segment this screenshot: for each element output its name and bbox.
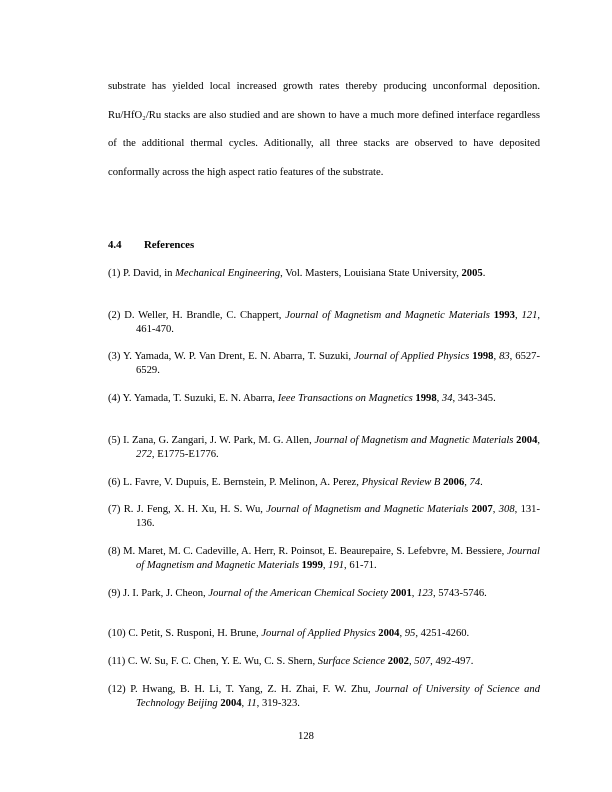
reference-number: (2) xyxy=(108,310,121,321)
reference-authors: R. J. Feng, X. H. Xu, H. S. Wu, xyxy=(123,504,267,515)
reference-journal: Ieee Transactions on Magnetics xyxy=(277,393,413,404)
reference-entry: (7) R. J. Feng, X. H. Xu, H. S. Wu, Journal of Magnetism and Magnetic Materials 2007, 308, 131-136. xyxy=(108,504,540,529)
reference-pages: , E1775-E1776. xyxy=(151,449,219,460)
reference-journal: Mechanical Engineering xyxy=(175,268,281,279)
reference-journal: Physical Review B xyxy=(361,477,441,488)
reference-separator: , Vol. Masters, Louisiana State University, xyxy=(280,268,462,279)
section-title: References xyxy=(144,239,195,251)
reference-year: 2004 xyxy=(516,435,538,446)
reference-pages: , 319-323. xyxy=(256,698,300,709)
reference-journal: Journal of University of Science and Technology Beijing xyxy=(136,684,540,709)
reference-volume: 34 xyxy=(441,393,453,404)
reference-journal: Journal of the American Chemical Society xyxy=(208,588,388,599)
reference-pages: , 61-71. xyxy=(344,560,377,571)
reference-entry: (11) C. W. Su, F. C. Chen, Y. E. Wu, C. S. Shern, Surface Science 2002, 507, 492-497. xyxy=(108,656,474,667)
reference-entry: (4) Y. Yamada, T. Suzuki, E. N. Abarra, Ieee Transactions on Magnetics 1998, 34, 343-345. xyxy=(108,393,496,404)
reference-authors: Y. Yamada, T. Suzuki, E. N. Abarra, xyxy=(122,393,278,404)
reference-journal: Journal of Magnetism and Magnetic Materials xyxy=(266,504,469,515)
reference-volume: 83 xyxy=(499,351,510,362)
reference-entry: (2) D. Weller, H. Brandle, C. Chappert, Journal of Magnetism and Magnetic Materials 1993, 121, 461-470. xyxy=(108,310,541,335)
reference-year: 1998 xyxy=(472,351,494,362)
reference-year: 2004 xyxy=(378,628,400,639)
reference-year: 2002 xyxy=(387,656,409,667)
reference-number: (10) xyxy=(108,628,126,639)
reference-number: (4) xyxy=(108,393,121,404)
reference-authors: J. I. Park, J. Cheon, xyxy=(123,588,209,599)
reference-number: (1) xyxy=(108,268,121,279)
reference-authors: C. W. Su, F. C. Chen, Y. E. Wu, C. S. Shern, xyxy=(127,656,318,667)
reference-entry: (9) J. I. Park, J. Cheon, Journal of the American Chemical Society 2001, 123, 5743-5746. xyxy=(108,588,487,599)
reference-number: (7) xyxy=(108,504,121,515)
page-number: 128 xyxy=(298,731,314,742)
section-heading xyxy=(108,239,194,251)
reference-authors: D. Weller, H. Brandle, C. Chappert, xyxy=(124,310,286,321)
reference-pages: , 5743-5746. xyxy=(432,588,487,599)
reference-authors: C. Petit, S. Rusponi, H. Brune, xyxy=(128,628,262,639)
reference-authors: P. David, in xyxy=(123,268,176,279)
reference-entry: (12) P. Hwang, B. H. Li, T. Yang, Z. H. Zhai, F. W. Zhu, Journal of University of Science and Technology Beijing 2004, 11, 319-323. xyxy=(108,684,540,709)
reference-volume: 191 xyxy=(328,560,345,571)
section-number: 4.4 xyxy=(108,239,122,251)
reference-volume: 507 xyxy=(414,656,431,667)
reference-pages: , 6527-6529. xyxy=(136,351,541,376)
reference-journal: Journal of Applied Physics xyxy=(354,351,470,362)
reference-pages: , 131-136. xyxy=(136,504,540,529)
reference-volume: 123 xyxy=(417,588,433,599)
reference-number: (8) xyxy=(108,546,121,557)
reference-pages: , 492-497. xyxy=(430,656,474,667)
reference-number: (6) xyxy=(108,477,121,488)
reference-year: 1993 xyxy=(493,310,515,321)
reference-entry xyxy=(108,267,540,281)
reference-pages: , 4251-4260. xyxy=(415,628,470,639)
reference-number: (5) xyxy=(108,435,121,446)
reference-number: (12) xyxy=(108,684,126,695)
reference-pages: . xyxy=(482,268,486,279)
reference-volume: 11 xyxy=(246,698,257,709)
reference-authors: I. Zana, G. Zangari, J. W. Park, M. G. Allen, xyxy=(123,435,315,446)
reference-entry: (6) L. Favre, V. Dupuis, E. Bernstein, P. Melinon, A. Perez, Physical Review B 2006, 74. xyxy=(108,477,483,488)
reference-number: (3) xyxy=(108,351,121,362)
reference-volume: 272 xyxy=(136,449,152,460)
reference-authors: M. Maret, M. C. Cadeville, A. Herr, R. Poinsot, E. Beaurepaire, S. Lefebvre, M. Bessiere, xyxy=(123,546,508,557)
reference-entry: (5) I. Zana, G. Zangari, J. W. Park, M. G. Allen, Journal of Magnetism and Magnetic Materials 2004, 272, E1775-E1776. xyxy=(108,435,541,460)
reference-volume: 121 xyxy=(521,310,538,321)
reference-year: 1999 xyxy=(301,560,323,571)
reference-year: 2007 xyxy=(471,504,493,515)
reference-journal: Surface Science xyxy=(317,656,386,667)
reference-authors: P. Hwang, B. H. Li, T. Yang, Z. H. Zhai, F. W. Zhu, xyxy=(130,684,376,695)
reference-year: 2001 xyxy=(390,588,412,599)
reference-year: 2005 xyxy=(461,268,483,279)
reference-pages: , 343-345. xyxy=(452,393,496,404)
reference-year: 2004 xyxy=(220,698,242,709)
reference-authors: Y. Yamada, W. P. Van Drent, E. N. Abarra, T. Suzuki, xyxy=(122,351,355,362)
reference-entry: (8) M. Maret, M. C. Cadeville, A. Herr, R. Poinsot, E. Beaurepaire, S. Lefebvre, M. Bessiere, Journal of Magnetism and Magnetic Materials 1999, 191, 61-71. xyxy=(108,546,540,571)
reference-authors: L. Favre, V. Dupuis, E. Bernstein, P. Melinon, A. Perez, xyxy=(123,477,362,488)
reference-journal: Journal of Magnetism and Magnetic Materials xyxy=(285,310,490,321)
reference-journal: Journal of Magnetism and Magnetic Materials xyxy=(314,435,514,446)
reference-year: 2006 xyxy=(443,477,465,488)
reference-journal: Journal of Applied Physics xyxy=(261,628,376,639)
reference-year: 1998 xyxy=(415,393,437,404)
intro-paragraph-block xyxy=(108,73,540,187)
reference-entry: (10) C. Petit, S. Rusponi, H. Brune, Journal of Applied Physics 2004, 95, 4251-4260. xyxy=(108,628,470,639)
reference-volume: 74 xyxy=(469,477,481,488)
reference-journal: Journal of Magnetism and Magnetic Materials xyxy=(136,546,540,571)
reference-volume: 308 xyxy=(498,504,515,515)
reference-pages: , 461-470. xyxy=(136,310,541,335)
reference-entry: (3) Y. Yamada, W. P. Van Drent, E. N. Abarra, T. Suzuki, Journal of Applied Physics 1998, 83, 6527-6529. xyxy=(108,351,541,376)
reference-volume: 95 xyxy=(404,628,416,639)
reference-pages: . xyxy=(480,477,483,488)
intro-paragraph: substrate has yielded local increased growth rates thereby producing unconformal deposition. Ru/HfO₂/Ru stacks are also studied and are shown to have a much more defined interface regardless of the additional thermal cycles. Aditionally, all three stacks are observed to have deposited conformally across the high aspect ratio features of the substrate. xyxy=(108,81,540,178)
reference-number: (9) xyxy=(108,588,121,599)
reference-number: (11) xyxy=(108,656,126,667)
